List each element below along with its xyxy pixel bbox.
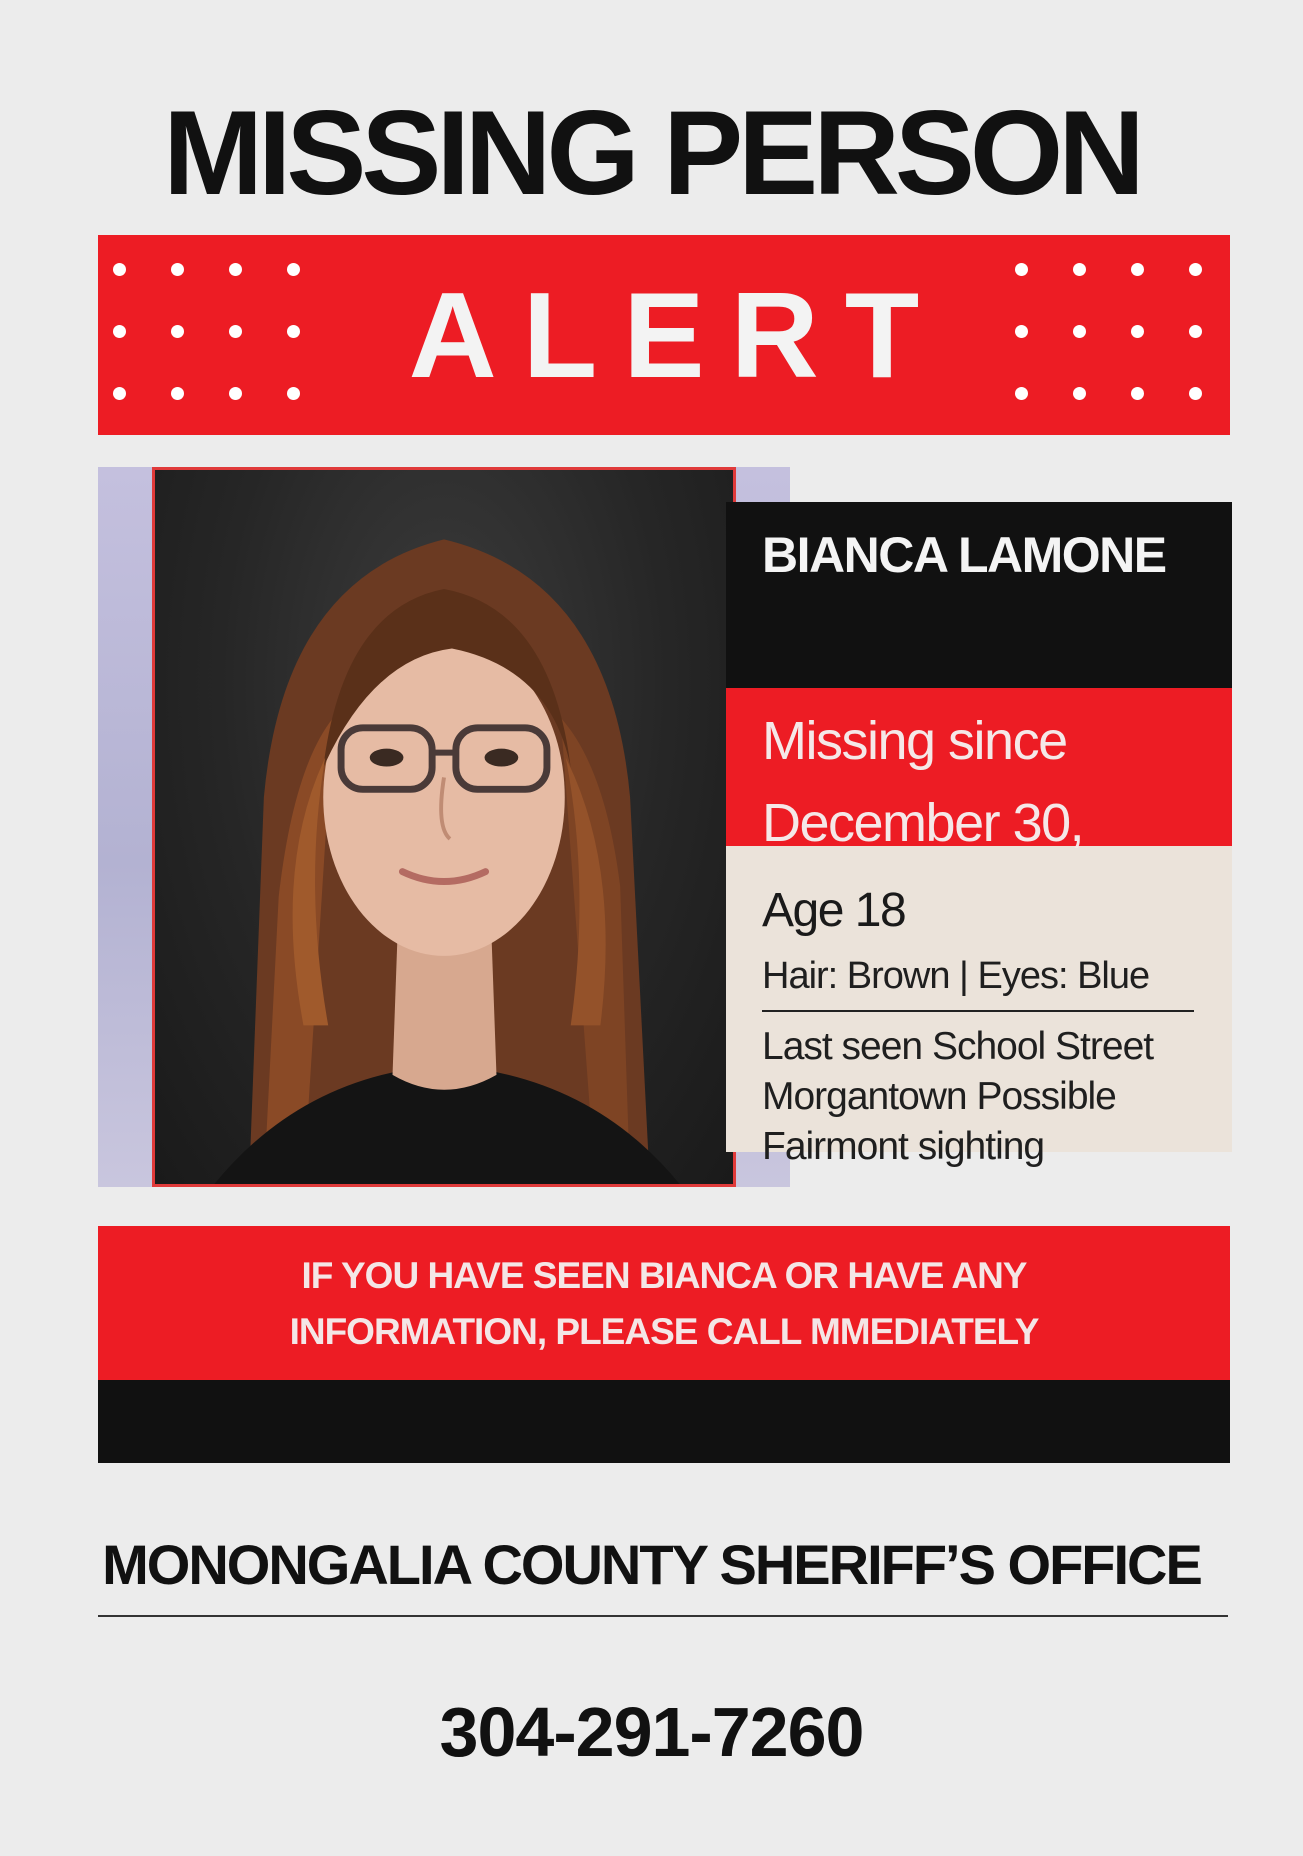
alert-banner (98, 235, 1230, 435)
person-name: BIANCA LAMONE (762, 527, 1166, 583)
decorative-dot (1189, 387, 1202, 400)
decorative-dots-right (1015, 263, 1215, 409)
decorative-dot (1015, 325, 1028, 338)
decorative-dot (1131, 263, 1144, 276)
call-to-action-text (98, 1248, 1230, 1360)
name-panel (726, 502, 1232, 688)
age-text: Age 18 (762, 884, 906, 937)
decorative-dot (1015, 263, 1028, 276)
call-to-action-bar (98, 1380, 1230, 1463)
decorative-dot (1073, 387, 1086, 400)
call-to-action-banner (98, 1226, 1230, 1380)
decorative-dot (1131, 325, 1144, 338)
missing-person-photo (152, 467, 736, 1187)
call-to-action-line-1: IF YOU HAVE SEEN BIANCA OR HAVE ANY (301, 1255, 1027, 1296)
decorative-dot (1073, 263, 1086, 276)
headline: MISSING PERSON (163, 86, 1140, 220)
alert-label: ALERT (408, 267, 946, 403)
call-to-action-line-2: INFORMATION, PLEASE CALL MMEDIATELY (289, 1311, 1039, 1352)
last-seen-text: Last seen School Street Morgantown Possible Fairmont sighting (762, 1025, 1154, 1168)
decorative-dot (1189, 325, 1202, 338)
phone-number: 304-291-7260 (439, 1693, 864, 1771)
decorative-dot (1131, 387, 1144, 400)
agency-divider (98, 1615, 1228, 1617)
portrait-illustration (155, 470, 733, 1184)
decorative-dot (1015, 387, 1028, 400)
hair-eyes-text: Hair: Brown | Eyes: Blue (762, 955, 1150, 997)
details-divider (762, 1010, 1194, 1012)
missing-since-text: Missing since December 30, (762, 711, 1084, 853)
decorative-dot (1189, 263, 1202, 276)
decorative-dot (1073, 325, 1086, 338)
agency-name: MONONGALIA COUNTY SHERIFF’S OFFICE (102, 1533, 1201, 1596)
